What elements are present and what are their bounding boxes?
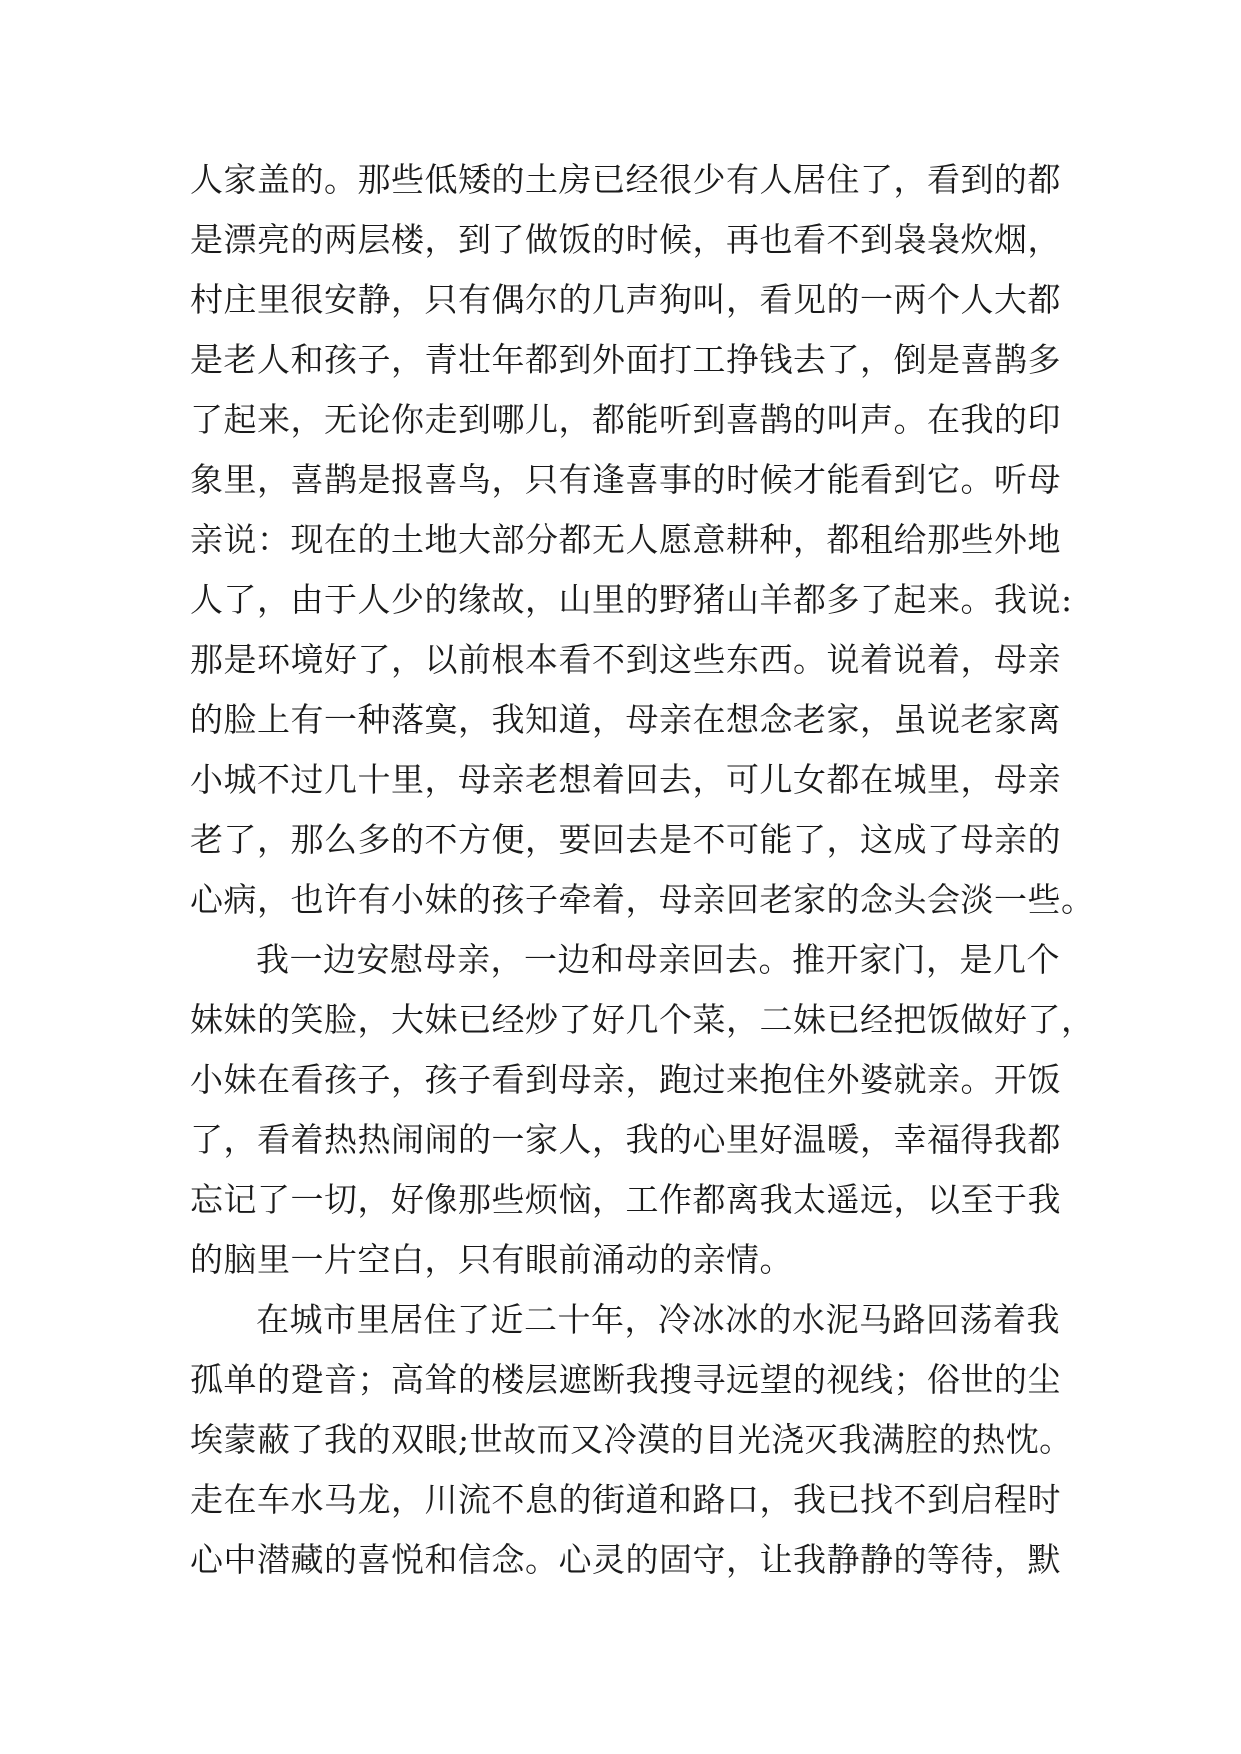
text-line: 是老人和孩子，青壮年都到外面打工挣钱去了，倒是喜鹊多 <box>190 340 1061 379</box>
text-line: 象里，喜鹊是报喜鸟，只有逢喜事的时候才能看到它。听母 <box>190 460 1061 499</box>
text-line: 心中潜藏的喜悦和信念。心灵的固守，让我静静的等待，默 <box>190 1540 1061 1579</box>
text-line: 了起来，无论你走到哪儿，都能听到喜鹊的叫声。在我的印 <box>190 400 1061 439</box>
text-line: 亲说：现在的土地大部分都无人愿意耕种，都租给那些外地 <box>190 520 1061 559</box>
body-text <box>190 150 1095 1590</box>
text-line: 人家盖的。那些低矮的土房已经很少有人居住了，看到的都 <box>190 160 1061 199</box>
text-line: 走在车水马龙，川流不息的街道和路口，我已找不到启程时 <box>190 1480 1061 1519</box>
text-line: 老了，那么多的不方便，要回去是不可能了，这成了母亲的 <box>190 820 1061 859</box>
text-line: 是漂亮的两层楼，到了做饭的时候，再也看不到袅袅炊烟， <box>190 220 1061 259</box>
text-line: 的脑里一片空白，只有眼前涌动的亲情。 <box>190 1240 793 1279</box>
paragraph-start-line: 我一边安慰母亲，一边和母亲回去。推开家门，是几个 <box>256 940 1060 979</box>
text-line: 妹妹的笑脸，大妹已经炒了好几个菜，二妹已经把饭做好了， <box>190 1000 1095 1039</box>
text-line: 心病，也许有小妹的孩子牵着，母亲回老家的念头会淡一些。 <box>190 880 1095 919</box>
text-line: 忘记了一切，好像那些烦恼，工作都离我太遥远，以至于我 <box>190 1180 1061 1219</box>
text-line: 村庄里很安静，只有偶尔的几声狗叫，看见的一两个人大都 <box>190 280 1061 319</box>
paragraph-start-line: 在城市里居住了近二十年，冷冰冰的水泥马路回荡着我 <box>256 1300 1060 1339</box>
text-line: 埃蒙蔽了我的双眼;世故而又冷漠的目光浇灭我满腔的热忱。 <box>190 1420 1073 1459</box>
text-line: 小妹在看孩子，孩子看到母亲，跑过来抱住外婆就亲。开饭 <box>190 1060 1061 1099</box>
text-line: 孤单的跫音；高耸的楼层遮断我搜寻远望的视线；俗世的尘 <box>190 1360 1061 1399</box>
text-line: 人了，由于人少的缘故，山里的野猪山羊都多了起来。我说: <box>190 580 1073 619</box>
text-line: 了，看着热热闹闹的一家人，我的心里好温暖，幸福得我都 <box>190 1120 1061 1159</box>
text-line: 那是环境好了，以前根本看不到这些东西。说着说着，母亲 <box>190 640 1061 679</box>
text-line: 小城不过几十里，母亲老想着回去，可儿女都在城里，母亲 <box>190 760 1061 799</box>
text-line: 的脸上有一种落寞，我知道，母亲在想念老家，虽说老家离 <box>190 700 1061 739</box>
